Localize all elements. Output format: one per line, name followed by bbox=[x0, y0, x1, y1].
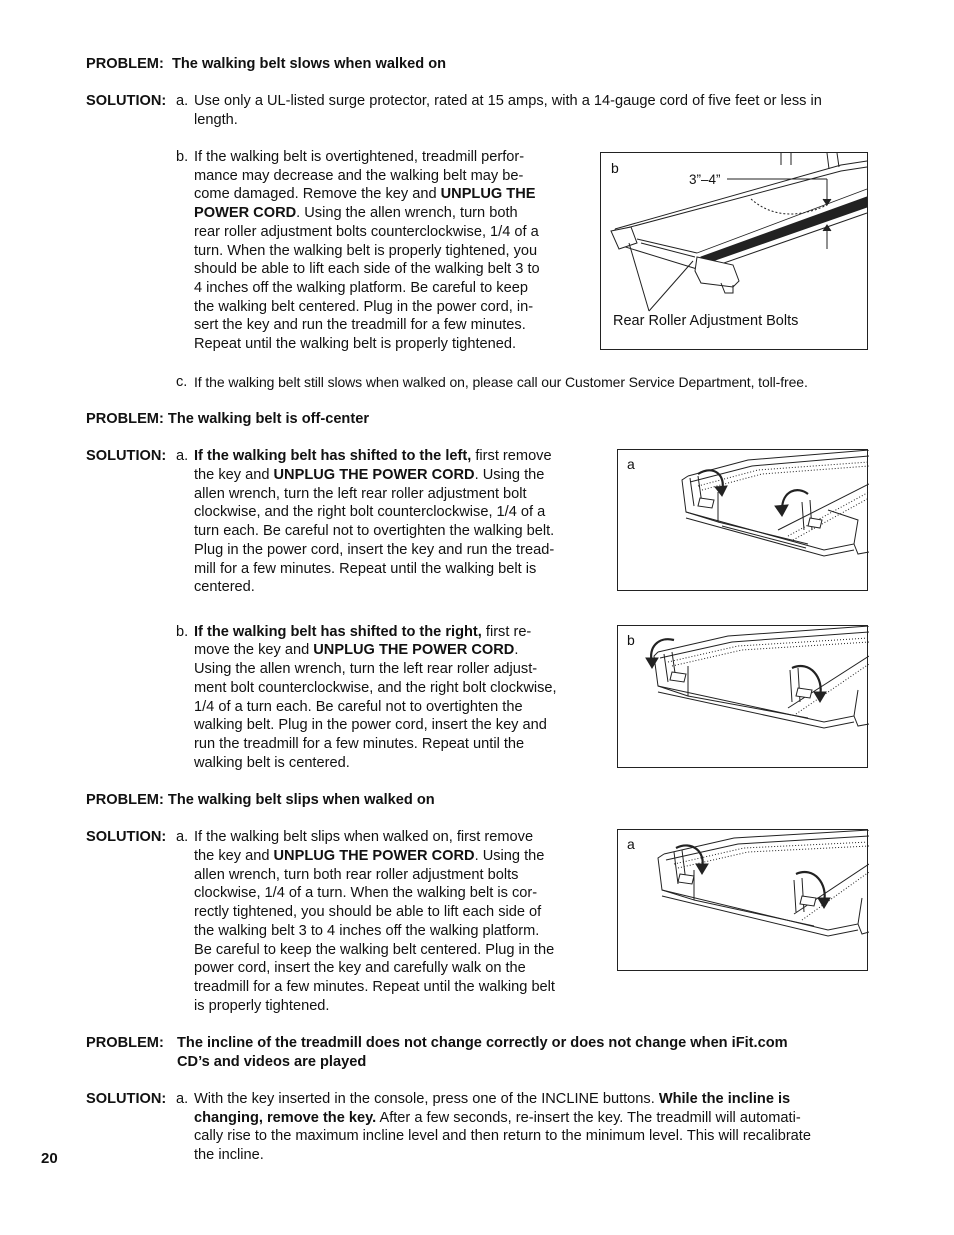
solution-text: clockwise, 1/4 of a turn. When the walking belt is cor- bbox=[194, 885, 538, 901]
treadmill-rear-illustration bbox=[618, 830, 869, 972]
solution-text: 1/4 of a turn each. Be careful not to overtighten the bbox=[194, 699, 523, 715]
solution-text: should be able to lift each side of the walking belt 3 to bbox=[194, 261, 540, 277]
item-marker: c. bbox=[176, 374, 188, 390]
solution-text: mance may decrease and the walking belt may be- bbox=[194, 168, 524, 184]
solution-text: the key and UNPLUG THE POWER CORD. Using the bbox=[194, 467, 545, 483]
figure-shift-right bbox=[617, 625, 868, 768]
solution-text: turn each. Be careful not to overtighten the walking belt. bbox=[194, 523, 555, 539]
solution-text: ment bolt counterclockwise, and the right bolt clockwise, bbox=[194, 680, 557, 696]
problem-3 bbox=[86, 791, 435, 810]
solution-text: cally rise to the maximum incline level and then return to the minimum level. This will recalibrate bbox=[194, 1128, 811, 1144]
solution-text: POWER CORD. Using the allen wrench, turn both bbox=[194, 205, 518, 221]
problem-label: PROBLEM: bbox=[86, 56, 164, 72]
problem-text: The incline of the treadmill does not change correctly or does not change when iFit.com bbox=[177, 1035, 788, 1051]
solution-text: move the key and UNPLUG THE POWER CORD. bbox=[194, 642, 519, 658]
solution-label: SOLUTION: bbox=[86, 1091, 167, 1107]
problem-text: The walking belt slips when walked on bbox=[167, 792, 435, 808]
solution-text: If the walking belt is overtightened, treadmill perfor- bbox=[194, 149, 525, 165]
problem-1 bbox=[86, 55, 446, 74]
solution-text: If the walking belt has shifted to the left, first remove bbox=[194, 448, 552, 464]
solution-text: allen wrench, turn the left rear roller adjustment bolt bbox=[194, 486, 527, 502]
solution-text: come damaged. Remove the key and UNPLUG THE bbox=[194, 186, 536, 202]
solution-text: the walking belt 3 to 4 inches off the walking platform. bbox=[194, 923, 540, 939]
solution-text: Plug in the power cord, insert the key and run the tread- bbox=[194, 542, 555, 558]
solution-text: length. bbox=[194, 112, 238, 128]
solution-text: Using the allen wrench, turn the left rear roller adjust- bbox=[194, 661, 538, 677]
problem-2 bbox=[86, 410, 369, 429]
measurement-label: 3”–4” bbox=[689, 172, 721, 187]
solution-text: With the key inserted in the console, press one of the INCLINE buttons. While the incline is bbox=[194, 1091, 791, 1107]
figure-belt-tension bbox=[600, 152, 868, 350]
solution-text: turn. When the walking belt is properly tightened, you bbox=[194, 243, 538, 259]
treadmill-rear-illustration bbox=[618, 626, 869, 769]
solution-text: centered. bbox=[194, 579, 255, 595]
problem-text: CD’s and videos are played bbox=[177, 1054, 367, 1070]
figure-letter: b bbox=[627, 632, 635, 648]
solution-text: walking belt is centered. bbox=[194, 755, 350, 771]
solution-text: allen wrench, turn both rear roller adjustment bolts bbox=[194, 867, 519, 883]
solution-label: SOLUTION: bbox=[86, 448, 167, 464]
solution-text: is properly tightened. bbox=[194, 998, 330, 1014]
solution-text: the incline. bbox=[194, 1147, 264, 1163]
problem-label: PROBLEM: bbox=[86, 411, 164, 427]
solution-text: power cord, insert the key and carefully walk on the bbox=[194, 960, 526, 976]
solution-text: treadmill for a few minutes. Repeat until the walking belt bbox=[194, 979, 555, 995]
item-marker: a. bbox=[176, 448, 189, 464]
solution-text: clockwise, and the right bolt counterclockwise, 1/4 of a bbox=[194, 504, 546, 520]
solution-text: walking belt. Plug in the power cord, insert the key and bbox=[194, 717, 547, 733]
solution-text: rectly tightened, you should be able to lift each side of bbox=[194, 904, 542, 920]
item-marker: a. bbox=[176, 829, 189, 845]
solution-text: rear roller adjustment bolts counterclockwise, 1/4 of a bbox=[194, 224, 539, 240]
item-marker: b. bbox=[176, 149, 189, 165]
item-marker: a. bbox=[176, 1091, 189, 1107]
solution-text: the key and UNPLUG THE POWER CORD. Using the bbox=[194, 848, 545, 864]
page-number: 20 bbox=[41, 1150, 58, 1167]
problem-text: The walking belt is off-center bbox=[167, 411, 370, 427]
figure-letter: b bbox=[611, 160, 619, 176]
solution-text: Use only a UL-listed surge protector, rated at 15 amps, with a 14-gauge cord of five feet or less in bbox=[194, 93, 822, 109]
treadmill-rear-illustration bbox=[618, 450, 869, 592]
solution-text: the walking belt centered. Plug in the power cord, in- bbox=[194, 299, 534, 315]
problem-text: The walking belt slows when walked on bbox=[171, 56, 447, 72]
figure-letter: a bbox=[627, 456, 635, 472]
solution-text: If the walking belt still slows when walked on, please call our Customer Service Department, toll-free. bbox=[194, 374, 808, 390]
solution-text: sert the key and run the treadmill for a few minutes. bbox=[194, 317, 526, 333]
problem-label: PROBLEM: bbox=[86, 792, 164, 808]
solution-label: SOLUTION: bbox=[86, 829, 167, 845]
figure-belt-slips bbox=[617, 829, 868, 971]
solution-text: changing, remove the key. After a few seconds, re-insert the key. The treadmill will automati- bbox=[194, 1110, 801, 1126]
solution-label: SOLUTION: bbox=[86, 93, 167, 109]
solution-text: 4 inches off the walking platform. Be careful to keep bbox=[194, 280, 528, 296]
item-marker: a. bbox=[176, 93, 189, 109]
callout-label: Rear Roller Adjustment Bolts bbox=[613, 313, 799, 329]
solution-text: If the walking belt slips when walked on, first remove bbox=[194, 829, 534, 845]
solution-text: Repeat until the walking belt is properly tightened. bbox=[194, 336, 517, 352]
solution-text: Be careful to keep the walking belt centered. Plug in the bbox=[194, 942, 555, 958]
solution-text: run the treadmill for a few minutes. Repeat until the bbox=[194, 736, 525, 752]
solution-text: If the walking belt has shifted to the right, first re- bbox=[194, 624, 532, 640]
figure-letter: a bbox=[627, 836, 635, 852]
problem-label: PROBLEM: bbox=[86, 1035, 164, 1051]
item-marker: b. bbox=[176, 624, 189, 640]
figure-shift-left bbox=[617, 449, 868, 591]
solution-text: mill for a few minutes. Repeat until the walking belt is bbox=[194, 561, 537, 577]
